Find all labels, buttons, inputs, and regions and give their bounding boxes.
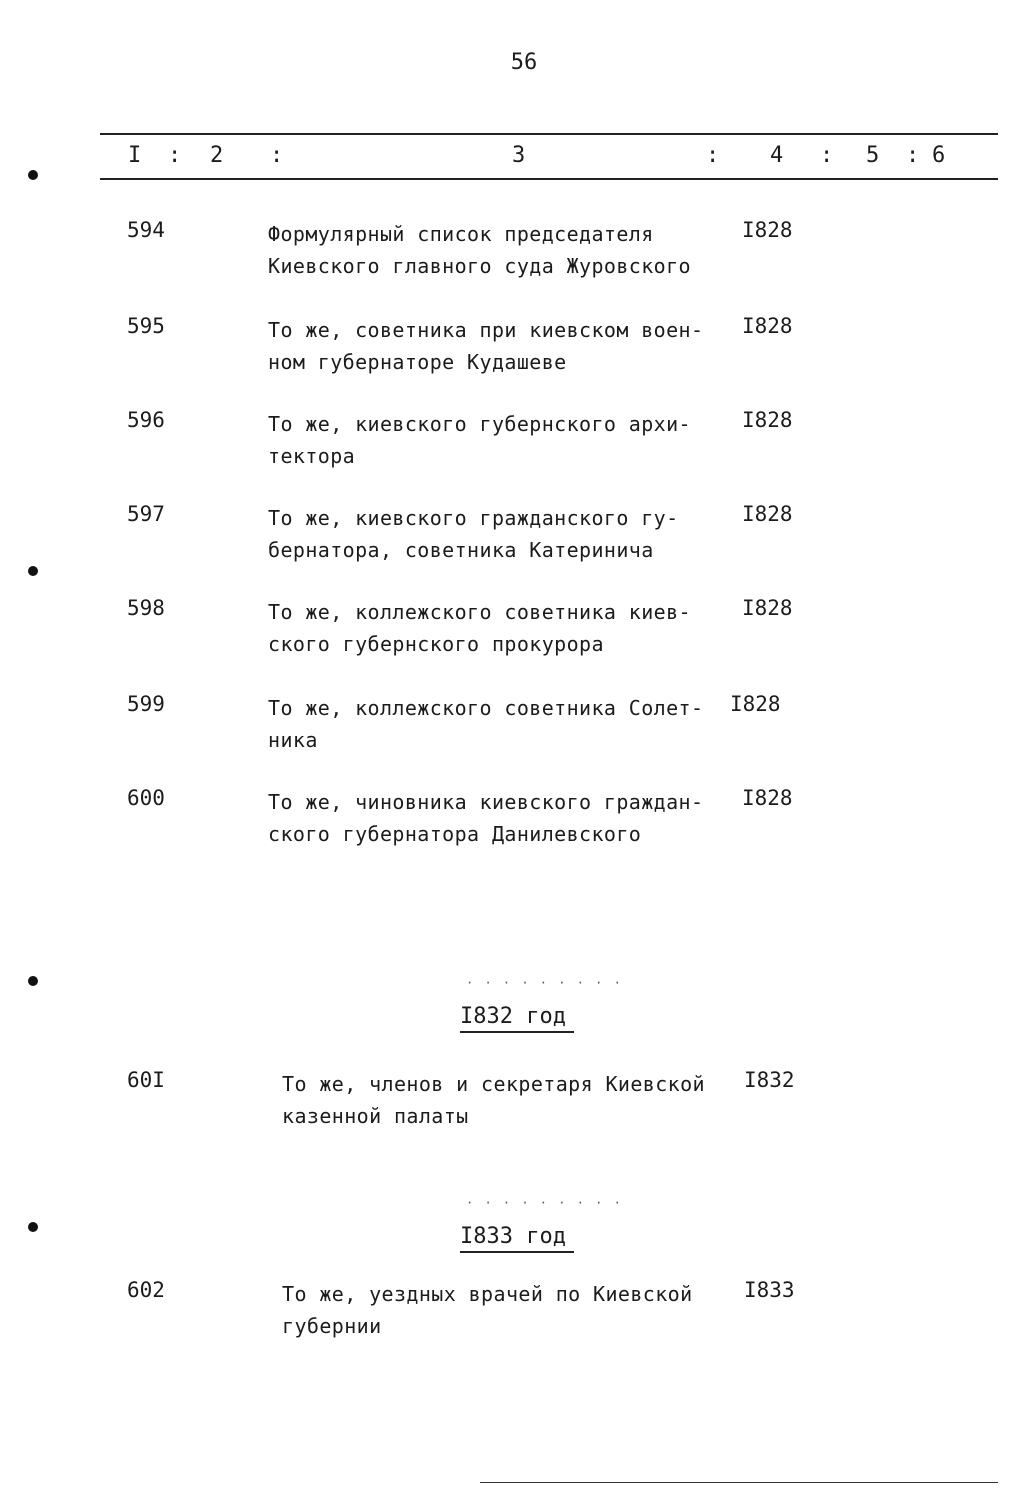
column-5-heading: 5	[866, 143, 880, 168]
entry-number: 60I	[127, 1068, 165, 1092]
header-top-rule	[100, 133, 998, 135]
entry-title-line: Киевского главного суда Журовского	[268, 254, 691, 278]
entry-year: I832	[744, 1068, 795, 1092]
entry-title-line: То же, советника при киевском воен-	[268, 318, 704, 342]
column-6-heading: 6	[932, 143, 946, 168]
column-2-heading: 2	[210, 143, 224, 168]
entry-title-line: казенной палаты	[282, 1104, 469, 1128]
entry-title-line: бернатора, советника Катеринича	[268, 538, 654, 562]
entry-title-line: ского губернского прокурора	[268, 632, 604, 656]
entry-year: I828	[742, 408, 793, 432]
column-3-heading: 3	[512, 143, 526, 168]
entry-title-line: То же, уездных врачей по Киевской	[282, 1282, 693, 1306]
binding-hole-mark	[28, 170, 38, 180]
entry-title-line: губернии	[282, 1314, 382, 1338]
entry-year: I833	[744, 1278, 795, 1302]
entry-title-line: Формулярный список председателя	[268, 222, 654, 246]
entry-year: I828	[742, 314, 793, 338]
entry-title-line: тектора	[268, 444, 356, 468]
column-4-heading: 4	[770, 143, 784, 168]
section-heading-1832: I832 год	[460, 1004, 574, 1033]
entry-number: 602	[127, 1278, 165, 1302]
binding-hole-mark	[28, 1222, 38, 1232]
entry-title-line: ского губернатора Данилевского	[268, 822, 642, 846]
entry-title-line: То же, киевского гражданского гу-	[268, 506, 679, 530]
entry-number: 600	[127, 786, 165, 810]
column-separator: :	[168, 143, 182, 168]
section-heading-1833: I833 год	[460, 1224, 574, 1253]
binding-hole-mark	[28, 976, 38, 986]
column-separator: :	[906, 143, 920, 168]
binding-hole-mark	[28, 566, 38, 576]
page-bottom-rule	[480, 1482, 998, 1483]
entry-title-line: То же, членов и секретаря Киевской	[282, 1072, 705, 1096]
entry-number: 597	[127, 502, 165, 526]
column-separator: :	[706, 143, 720, 168]
entry-year: I828	[730, 692, 781, 716]
column-1-heading: I	[128, 143, 142, 168]
column-separator: :	[270, 143, 284, 168]
entry-number: 595	[127, 314, 165, 338]
entry-number: 599	[127, 692, 165, 716]
column-separator: :	[820, 143, 834, 168]
entry-title-line: То же, чиновника киевского граждан-	[268, 790, 704, 814]
entry-year: I828	[742, 502, 793, 526]
entry-number: 596	[127, 408, 165, 432]
page-number: 56	[510, 50, 538, 75]
entry-title-line: То же, коллежского советника киев-	[268, 600, 691, 624]
entry-title-line: То же, киевского губернского архи-	[268, 412, 691, 436]
section-divider-dots: · · · · · · · · ·	[466, 976, 623, 990]
entry-title-line: ника	[268, 728, 318, 752]
entry-year: I828	[742, 786, 793, 810]
entry-year: I828	[742, 596, 793, 620]
section-divider-dots: · · · · · · · · ·	[466, 1196, 623, 1210]
entry-title-line: ном губернаторе Кудашеве	[268, 350, 567, 374]
entry-title-line: То же, коллежского советника Солет-	[268, 696, 704, 720]
entry-number: 594	[127, 218, 165, 242]
entry-number: 598	[127, 596, 165, 620]
header-bottom-rule	[100, 178, 998, 180]
entry-year: I828	[742, 218, 793, 242]
